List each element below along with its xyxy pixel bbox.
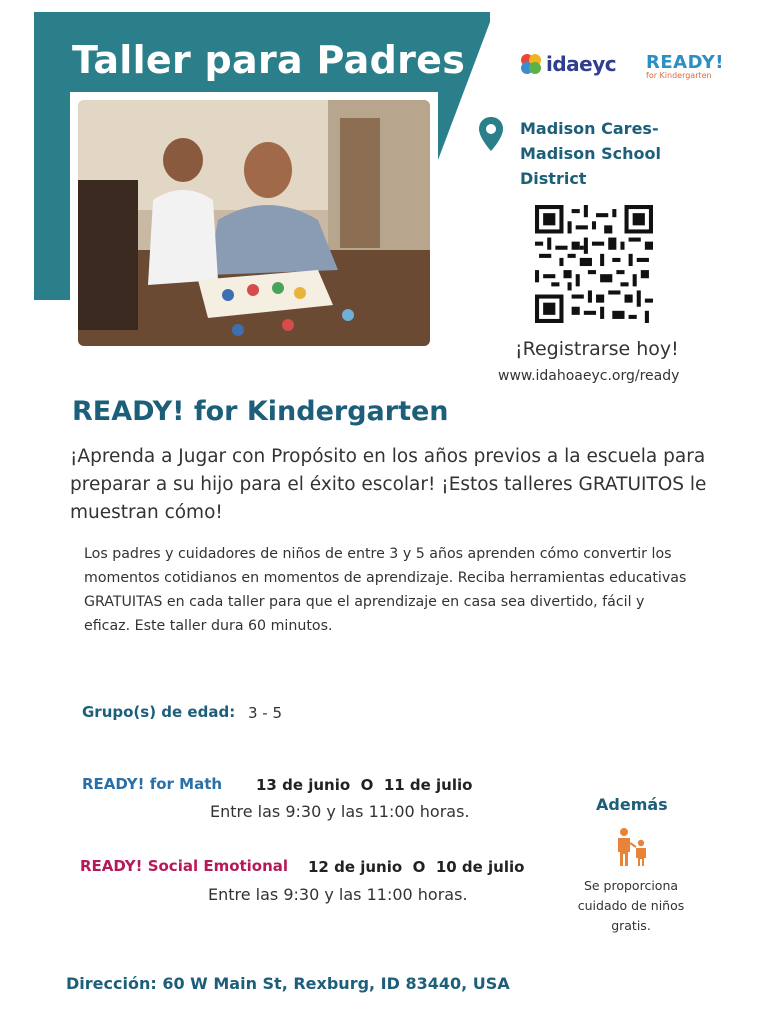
address: Dirección: 60 W Main St, Rexburg, ID 83440, USA	[66, 974, 510, 993]
location-name	[520, 116, 720, 191]
program-math-time: Entre las 9:30 y las 11:00 horas.	[210, 802, 470, 821]
idaeyc-logo	[520, 52, 616, 76]
register-cta: ¡Registrarse hoy!	[515, 338, 679, 360]
ready-logo-subtext: for Kindergarten	[646, 71, 712, 80]
program-math-dates: 13 de junio O 11 de julio	[256, 776, 473, 794]
program-math-name: READY! for Math	[82, 775, 223, 793]
registration-url[interactable]: www.idahoaeyc.org/ready	[498, 368, 680, 384]
qr-code[interactable]	[535, 205, 653, 323]
program-social-dates: 12 de junio O 10 de julio	[308, 858, 525, 876]
location-line-2: Madison School	[520, 144, 661, 163]
age-group-value: 3 - 5	[248, 704, 283, 722]
location-line-3: District	[520, 169, 587, 188]
map-pin-icon	[478, 116, 504, 152]
program-social-name: READY! Social Emotional	[80, 857, 289, 875]
lead-paragraph: ¡Aprenda a Jugar con Propósito en los años previos a la escuela para preparar a su hijo para el éxito escolar! ¡Estos talleres GRATUITOS le muestran cómo!	[70, 446, 707, 523]
idaeyc-mark-icon	[520, 53, 542, 75]
ready-logo	[646, 52, 724, 80]
parent-child-icon	[614, 827, 650, 867]
age-group-label: Grupo(s) de edad:	[82, 703, 236, 721]
idaeyc-logo-text: idaeyc	[546, 52, 617, 76]
page-title: Taller para Padres	[72, 38, 466, 82]
childcare-note: Se proporciona cuidado de niños gratis.	[577, 878, 685, 933]
body-paragraph: Los padres y cuidadores de niños de entre 3 y 5 años aprenden cómo convertir los momentos cotidianos en momentos de aprendizaje. Reciba herramientas educativas GRATUITAS en cada taller para que el aprendizaje en casa sea divertido, fácil y eficaz. Este taller dura 60 minutos.	[84, 546, 687, 634]
parent-child-photo	[78, 100, 430, 346]
ready-logo-text: READY!	[646, 52, 724, 73]
extra-title: Además	[596, 795, 668, 814]
location-line-1: Madison Cares-	[520, 119, 659, 138]
program-social-time: Entre las 9:30 y las 11:00 horas.	[208, 885, 468, 904]
section-heading: READY! for Kindergarten	[72, 396, 449, 427]
